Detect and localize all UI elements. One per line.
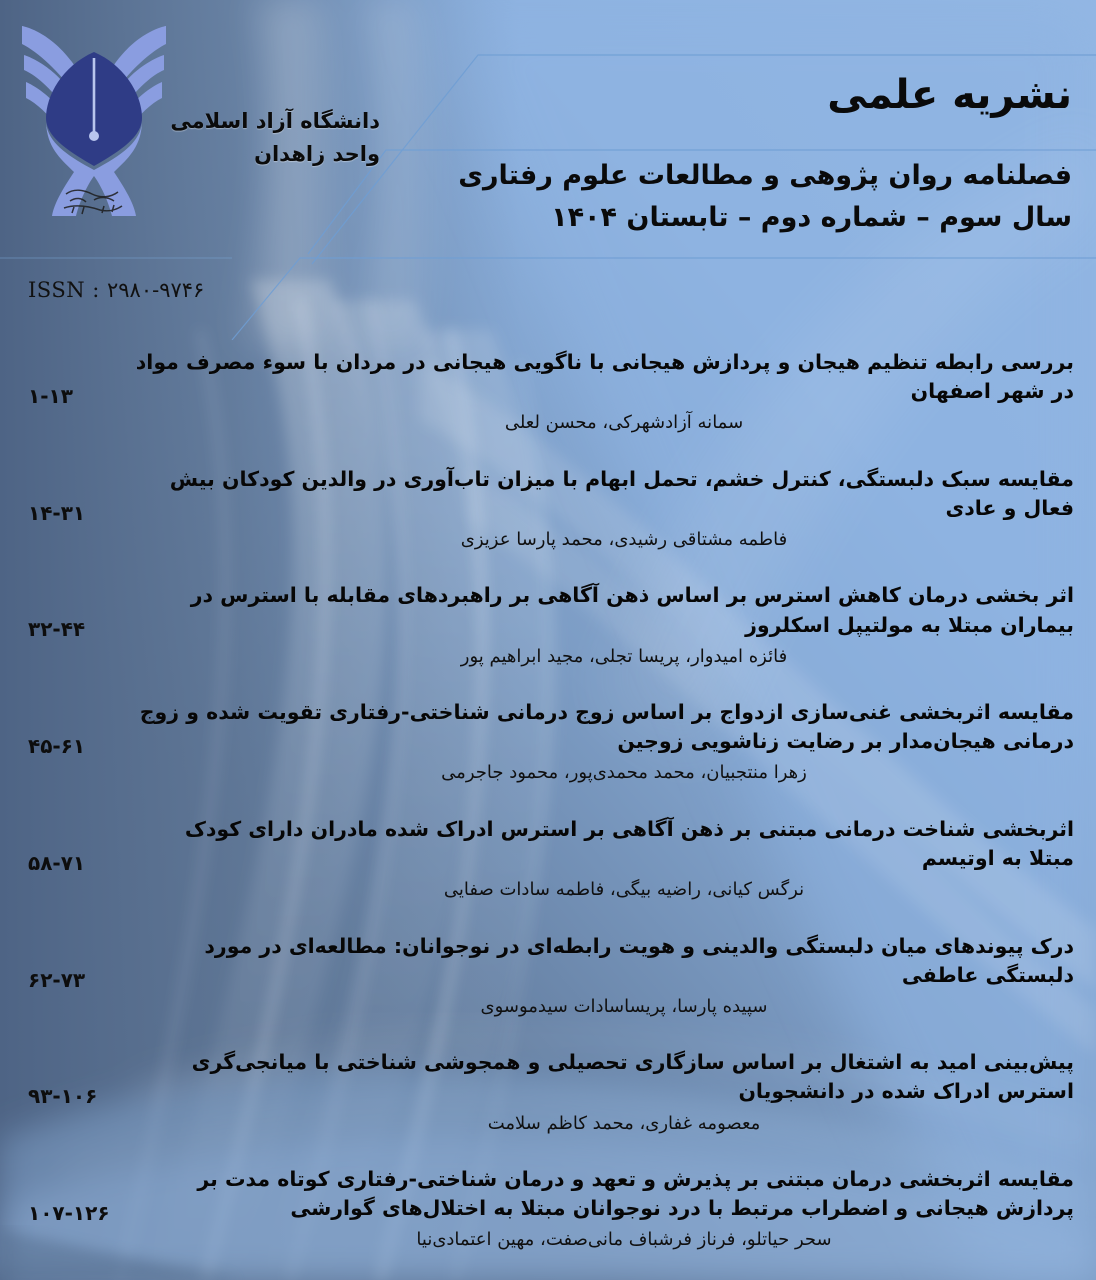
toc-entry-pages: ۴۵-۶۱ xyxy=(28,734,86,759)
toc-entry-body xyxy=(14,348,1078,436)
toc-entry[interactable] xyxy=(14,581,1078,669)
university-name-line2: واحد زاهدان xyxy=(254,141,380,166)
toc-entry-pages: ۱-۱۳ xyxy=(28,384,73,408)
toc-entry-title[interactable]: مقایسه سبک دلبستگی، کنترل خشم، تحمل ابهام با میزان تاب‌آوری در والدین کودکان بیش فعال و عادی xyxy=(169,466,1074,520)
toc-entry-body xyxy=(14,581,1078,669)
toc-entry-authors: زهرا منتجبیان، محمد محمدی‌پور، محمود جاجرمی xyxy=(441,762,807,784)
toc-entry-pages: ۵۸-۷۱ xyxy=(28,850,86,875)
toc-entry[interactable] xyxy=(14,465,1078,553)
toc-entry-title[interactable]: درک پیوندهای میان دلبستگی والدینی و هویت رابطه‌ای در نوجوانان: مطالعه‌ای در مورد دلبستگی عاطفی xyxy=(204,933,1074,987)
toc-entry-pages: ۶۲-۷۳ xyxy=(28,967,86,992)
masthead-kicker: نشریه علمی xyxy=(827,72,1072,118)
toc-entry[interactable] xyxy=(14,932,1078,1020)
toc-entry-authors: سپیده پارسا، پریساسادات سیدموسوی xyxy=(480,995,768,1017)
toc-entry[interactable] xyxy=(14,1048,1078,1136)
cover-header xyxy=(0,0,1096,340)
toc-entry-body xyxy=(14,815,1078,903)
toc-entry[interactable] xyxy=(14,1165,1078,1253)
masthead-block xyxy=(432,155,1072,239)
toc-entry-authors: فائزه امیدوار، پریسا تجلی، مجید ابراهیم پور xyxy=(460,645,788,667)
toc-entry-pages: ۹۳-۱۰۶ xyxy=(28,1084,98,1109)
toc-entry-authors: فاطمه مشتاقی رشیدی، محمد پارسا عزیزی xyxy=(460,528,788,550)
toc-entry-pages: ۱۴-۳۱ xyxy=(28,500,86,525)
masthead-title: فصلنامه روان پژوهی و مطالعات علوم رفتاری xyxy=(458,160,1072,191)
university-name-line1: دانشگاه آزاد اسلامی xyxy=(170,109,380,133)
masthead-issue: سال سوم – شماره دوم – تابستان ۱۴۰۴ xyxy=(551,201,1072,233)
toc-entry-title[interactable]: پیش‌بینی امید به اشتغال بر اساس سازگاری تحصیلی و همجوشی شناختی با میانجی‌گری استرس ادراک شده در دانشجویان xyxy=(191,1050,1074,1104)
toc-entry-authors: سحر حیاتلو، فرناز فرشباف مانی‌صفت، مهین اعتمادی‌نیا xyxy=(416,1229,832,1251)
toc-entry[interactable] xyxy=(14,348,1078,436)
toc-entry-body xyxy=(14,465,1078,553)
toc-entry-authors: معصومه غفاری، محمد کاظم سلامت xyxy=(487,1112,761,1134)
toc-entry-body xyxy=(14,1165,1078,1253)
toc-entry-body xyxy=(14,932,1078,1020)
toc-entry-title[interactable]: بررسی رابطه تنظیم هیجان و پردازش هیجانی با ناگویی هیجانی در مردان با سوء مصرف مواد در شهر اصفهان xyxy=(135,350,1074,404)
toc-entry-pages: ۳۲-۴۴ xyxy=(28,617,86,642)
toc-entry-pages: ۱۰۷-۱۲۶ xyxy=(28,1201,110,1226)
issn-text: ISSN : ۲۹۸۰-۹۷۴۶ xyxy=(28,278,205,302)
toc-entry-title[interactable]: اثر بخشی درمان کاهش استرس بر اساس ذهن آگاهی بر راهبردهای مقابله با استرس در بیماران مبتلا به مولتیپل اسکلروز xyxy=(190,583,1074,637)
toc-entry-authors: نرگس کیانی، راضیه بیگی، فاطمه سادات صفایی xyxy=(443,879,805,901)
toc-entry[interactable] xyxy=(14,815,1078,903)
toc-entry-title[interactable]: مقایسه اثربخشی غنی‌سازی ازدواج بر اساس زوج درمانی شناختی-رفتاری تقویت شده و زوج درمانی هیجان‌مدار بر رضایت زناشویی زوجین xyxy=(139,700,1074,754)
toc-entry-body xyxy=(14,698,1078,786)
toc-entry-body xyxy=(14,1048,1078,1136)
toc-entry[interactable] xyxy=(14,698,1078,786)
toc-entry-authors: سمانه آزادشهرکی، محسن لعلی xyxy=(504,412,744,434)
university-name xyxy=(150,105,380,170)
toc-entry-title[interactable]: اثربخشی شناخت درمانی مبتنی بر ذهن آگاهی بر استرس ادراک شده مادران دارای کودک مبتلا به اوتیسم xyxy=(184,816,1074,870)
table-of-contents xyxy=(0,348,1096,1280)
toc-entry-title[interactable]: مقایسه اثربخشی درمان مبتنی بر پذیرش و تعهد و درمان شناختی-رفتاری کوتاه مدت بر پردازش هیجانی و اضطراب مرتبط با درد نوجوانان مبتلا به اختلال‌های گوارشی xyxy=(197,1167,1074,1221)
